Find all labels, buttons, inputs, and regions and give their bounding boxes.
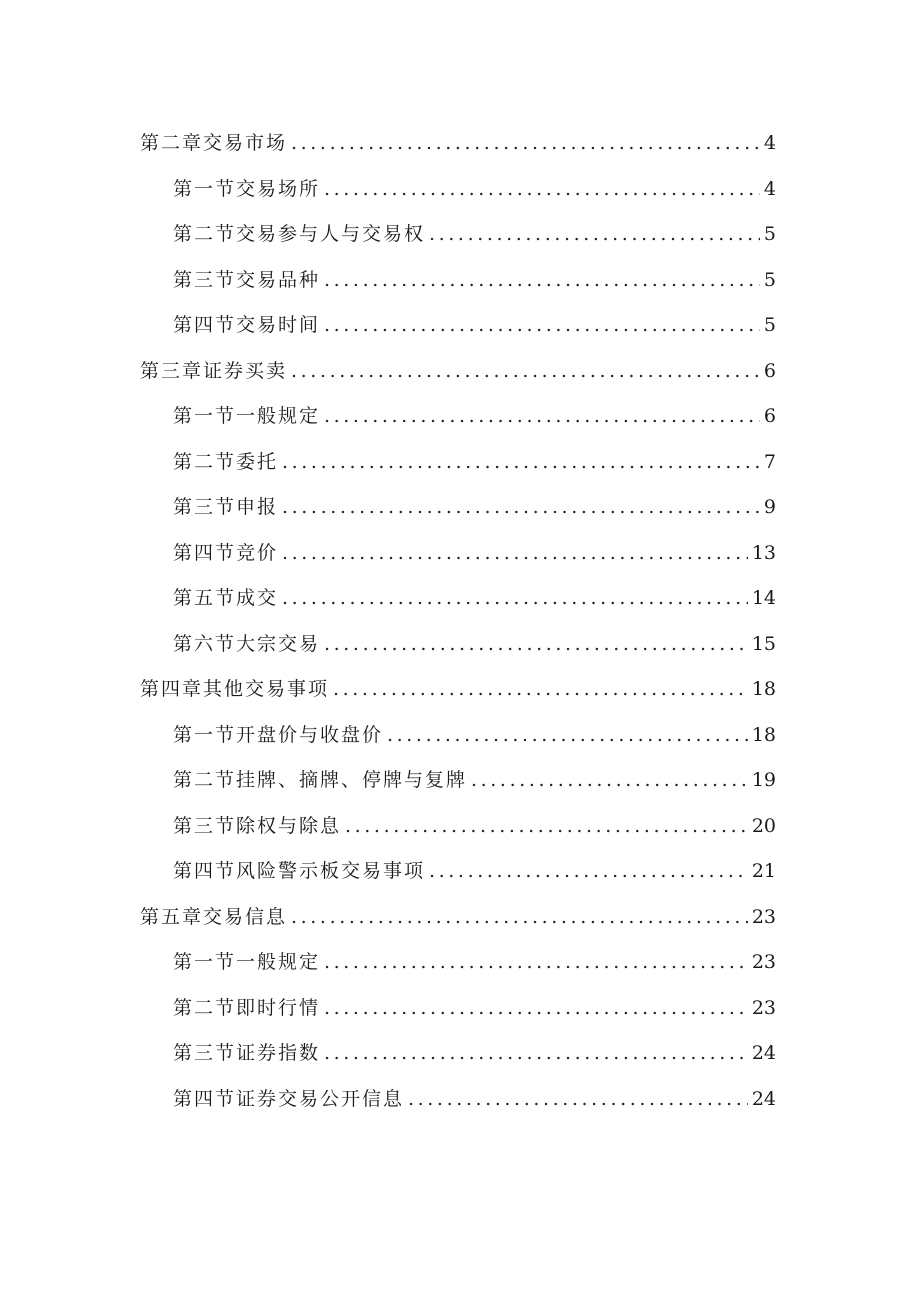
toc-entry[interactable] (140, 765, 776, 811)
toc-entry[interactable] (140, 265, 776, 311)
toc-entry-title: 第二节交易参与人与交易权 (173, 223, 426, 245)
toc-page-number: 5 (763, 268, 776, 291)
toc-entry-title: 第一节交易场所 (173, 177, 321, 200)
toc-dot-leader (282, 451, 760, 473)
toc-entry-title: 第一节一般规定 (173, 951, 321, 973)
toc-dot-leader (408, 1088, 748, 1110)
toc-entry-title: 第五章交易信息 (140, 905, 288, 928)
toc-entry[interactable] (140, 720, 776, 766)
toc-page-number: 4 (763, 177, 776, 200)
toc-entry[interactable] (140, 583, 776, 629)
toc-dot-leader (291, 132, 760, 154)
toc-entry[interactable] (140, 492, 776, 538)
toc-dot-leader (324, 633, 748, 655)
toc-page-number: 24 (751, 1087, 776, 1110)
toc-dot-leader (345, 815, 748, 837)
toc-page-number: 23 (751, 996, 776, 1019)
toc-entry-title: 第三章证券买卖 (140, 359, 288, 382)
toc-entry-title: 第四节风险警示板交易事项 (173, 860, 426, 882)
toc-page-number: 13 (751, 541, 776, 564)
toc-page-number: 20 (751, 814, 776, 837)
toc-page-number: 23 (751, 951, 776, 973)
toc-entry-title: 第五节成交 (173, 587, 279, 609)
toc-entry-title: 第二章交易市场 (140, 132, 288, 154)
toc-entry-title: 第四节交易时间 (173, 314, 321, 336)
toc-page-number: 4 (763, 132, 776, 154)
toc-page-number: 14 (751, 587, 776, 609)
toc-page-number: 7 (763, 450, 776, 473)
toc-entry[interactable] (140, 993, 776, 1039)
toc-dot-leader (282, 542, 748, 564)
toc-dot-leader (429, 223, 760, 245)
toc-entry-title: 第二节挂牌、摘牌、停牌与复牌 (173, 769, 468, 791)
toc-entry[interactable] (140, 1038, 776, 1084)
toc-dot-leader (324, 1042, 748, 1064)
toc-page-number: 19 (751, 769, 776, 791)
toc-dot-leader (282, 587, 748, 609)
toc-dot-leader (324, 314, 760, 336)
toc-entry[interactable] (140, 128, 776, 174)
toc-entry-title: 第二节即时行情 (173, 996, 321, 1019)
toc-dot-leader (471, 769, 748, 791)
toc-dot-leader (324, 951, 748, 973)
table-of-contents (140, 128, 776, 1129)
toc-entry-title: 第四节证券交易公开信息 (173, 1087, 405, 1110)
toc-page-number: 9 (763, 496, 776, 518)
toc-entry[interactable] (140, 674, 776, 720)
toc-page-number: 21 (751, 860, 776, 882)
toc-entry[interactable] (140, 856, 776, 902)
toc-entry[interactable] (140, 947, 776, 993)
toc-entry-title: 第二节委托 (173, 450, 279, 473)
toc-dot-leader (291, 906, 748, 928)
toc-page-number: 5 (763, 223, 776, 245)
toc-entry-title: 第一节一般规定 (173, 405, 321, 427)
toc-entry-title: 第三节申报 (173, 496, 279, 518)
toc-page-number: 18 (751, 678, 776, 700)
toc-entry-title: 第六节大宗交易 (173, 632, 321, 655)
toc-entry[interactable] (140, 310, 776, 356)
toc-entry-title: 第四节竞价 (173, 541, 279, 564)
toc-entry[interactable] (140, 811, 776, 857)
toc-dot-leader (429, 860, 748, 882)
toc-entry-title: 第四章其他交易事项 (140, 678, 330, 700)
toc-dot-leader (324, 997, 748, 1019)
toc-dot-leader (324, 269, 760, 291)
toc-entry-title: 第三节交易品种 (173, 268, 321, 291)
toc-page-number: 5 (763, 314, 776, 336)
toc-page-number: 15 (751, 632, 776, 655)
toc-entry[interactable] (140, 538, 776, 584)
toc-page-number: 6 (763, 405, 776, 427)
toc-entry[interactable] (140, 174, 776, 220)
toc-dot-leader (324, 405, 760, 427)
toc-entry[interactable] (140, 356, 776, 402)
toc-dot-leader (324, 178, 760, 200)
toc-entry[interactable] (140, 447, 776, 493)
toc-entry[interactable] (140, 219, 776, 265)
toc-entry[interactable] (140, 1084, 776, 1130)
toc-page-number: 18 (751, 723, 776, 746)
toc-entry[interactable] (140, 629, 776, 675)
toc-entry-title: 第一节开盘价与收盘价 (173, 723, 384, 746)
toc-dot-leader (387, 724, 748, 746)
toc-entry-title: 第三节证券指数 (173, 1042, 321, 1064)
toc-entry-title: 第三节除权与除息 (173, 814, 342, 837)
toc-entry[interactable] (140, 401, 776, 447)
toc-entry[interactable] (140, 902, 776, 948)
toc-page-number: 23 (751, 905, 776, 928)
toc-dot-leader (282, 496, 760, 518)
toc-page-number: 6 (763, 359, 776, 382)
toc-dot-leader (291, 360, 760, 382)
toc-page-number: 24 (751, 1042, 776, 1064)
toc-dot-leader (333, 678, 748, 700)
